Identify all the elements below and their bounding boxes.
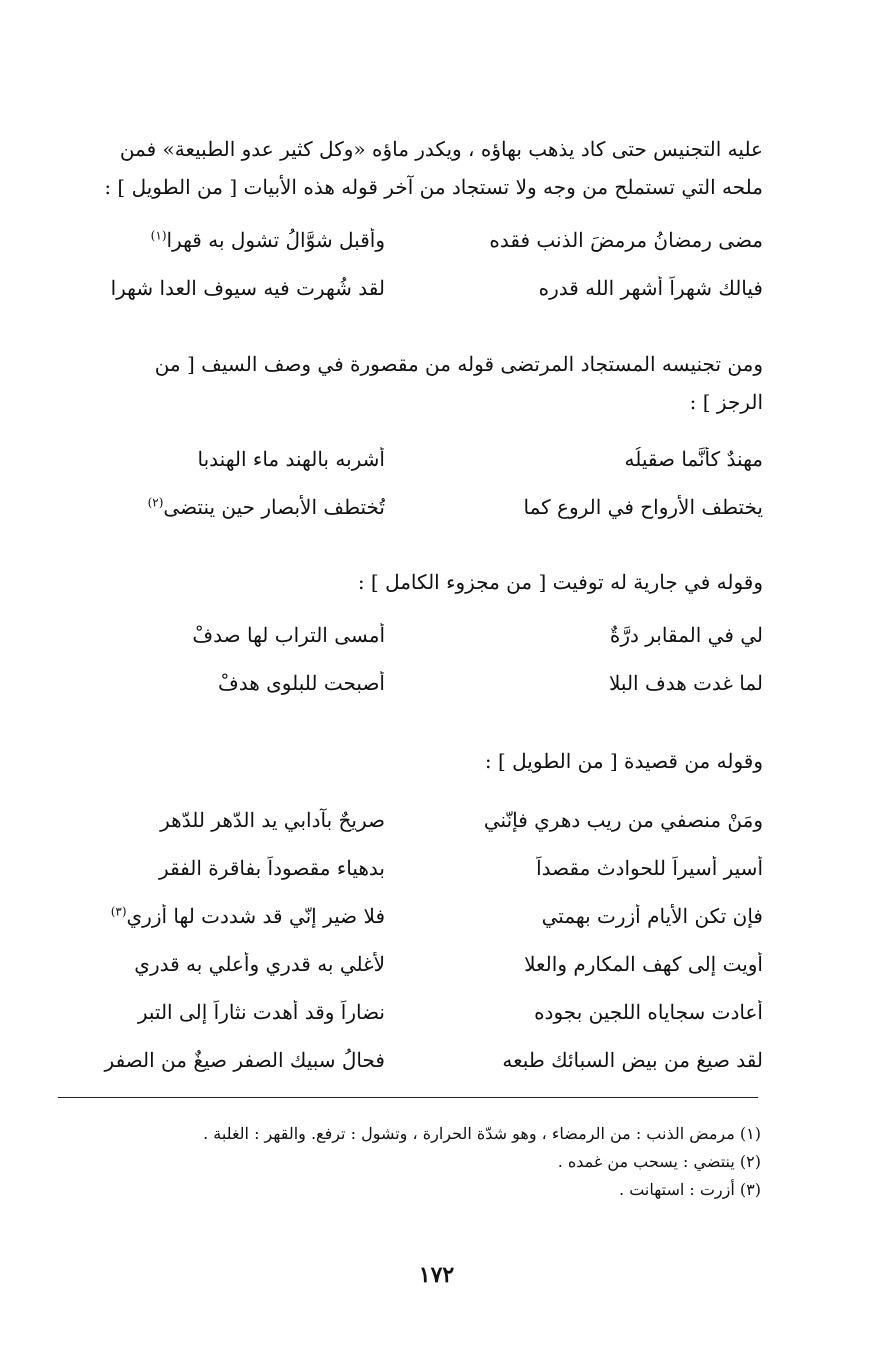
verse-second-hemistich: أشربه بالهند ماء الهندبا [197,447,385,471]
verse-first-hemistich: يختطف الأرواح في الروع كما [523,495,763,519]
verse-first-hemistich: فيالك شهراً أشهر الله قدره [538,276,763,300]
paragraph-line: ملحه التي تستملح من وجه ولا تستجاد من آخر قوله هذه الأبيات [ من الطويل ] : [104,175,763,199]
paragraph-4 [60,742,763,780]
paragraph-line: وقوله في جارية له توفيت [ من مجزوء الكامل ] : [357,570,763,594]
verse-second-hemistich: فلا ضير إنّي قد شددت لها أزري$^{(٣)}$ [110,904,385,928]
verse-second-hemistich: وأقبل شوَّالُ تشول به قهرا$^{(١)}$ [150,228,385,252]
footnote: (٣) أزرت : استهانت . [619,1180,761,1199]
footnote-separator [58,1097,758,1098]
verse-first-hemistich: ومَنْ منصفي من ريب دهري فإنّني [483,808,763,832]
verse-row [55,1000,763,1048]
verse-first-hemistich: مهندٌ كأنَّما صقيلُه [624,447,763,471]
verse-second-hemistich: صريحٌ بآدابي يد الدّهر للدّهرِ [160,808,385,832]
verse-first-hemistich: أعادت سجاياه اللجين بجوده [534,1000,763,1024]
footnote-mark: (١) [150,228,167,243]
poem-2 [55,447,763,543]
verse-row [55,1048,763,1096]
verse-first-hemistich: أويت إلى كهف المكارم والعلا [524,952,763,976]
verse-second-hemistich: تُختطف الأبصار حين ينتضى$^{(٢)}$ [147,495,385,519]
poem-3 [55,623,763,719]
footnote-mark: (٣) [110,904,127,919]
verse-first-hemistich: أسير أسيراً للحوادث مقصداً [536,856,763,880]
footnotes [60,1120,761,1204]
verse-second-hemistich: نضاراً وقد أهدت نثاراً إلى التبر [137,1000,385,1024]
verse-second-hemistich: بدهياء مقصوداً بفاقرة الفقر [159,856,385,880]
verse-row [55,808,763,856]
verse-first-hemistich: مضى رمضانُ مرمضَ الذنب فقده [489,228,763,252]
verse-second-hemistich: أصبحت للبلوى هدفْ [218,671,385,695]
verse-first-hemistich: لقد صيغ من بيض السبائك طبعه [502,1048,763,1072]
paragraph-line: الرجز ] : [689,390,763,414]
footnote-mark: (٢) [147,495,164,510]
page-number: ١٧٢ [418,1262,455,1288]
verse-row [55,495,763,543]
verse-row [55,856,763,904]
verse-first-hemistich: لي في المقابر درَّةٌ [609,623,763,647]
verse-second-hemistich: أمسى التراب لها صدفْ [192,623,385,647]
verse-row [55,952,763,1000]
poem-1 [55,228,763,324]
paragraph-3 [60,563,763,601]
verse-first-hemistich: لما غدت هدف البلا [608,671,763,695]
verse-second-hemistich: لأغلي به قدري وأعلي به قدري [134,952,385,976]
paragraph-line: عليه التجنيس حتى كاد يذهب بهاؤه ، ويكدر ماؤه «وكل كثير عدو الطبيعة» فمن [119,137,763,161]
footnote: (١) مرمض الذنب : من الرمضاء ، وهو شدّة الحرارة ، وتشول : ترفع. والقهر : الغلبة . [203,1124,761,1143]
verse-second-hemistich: لقد شُهرت فيه سيوف العدا شهرا [110,276,385,300]
paragraph-2 [60,345,763,421]
paragraph-line: ومن تجنيسه المستجاد المرتضى قوله من مقصورة في وصف السيف [ من [154,352,763,376]
verse-row [55,623,763,671]
verse-row [55,276,763,324]
paragraph-line: وقوله من قصيدة [ من الطويل ] : [484,749,763,773]
footnote: (٢) ينتضي : يسحب من غمده . [557,1152,761,1171]
verse-first-hemistich: فإن تكن الأيام أزرت بهمتي [541,904,763,928]
verse-second-hemistich: فحالُ سبيك الصفر صيغٌ من الصفر [104,1048,385,1072]
poem-4 [55,808,763,1096]
intro-paragraph [60,130,763,206]
verse-row [55,671,763,719]
verse-row [55,228,763,276]
verse-row [55,904,763,952]
verse-row [55,447,763,495]
